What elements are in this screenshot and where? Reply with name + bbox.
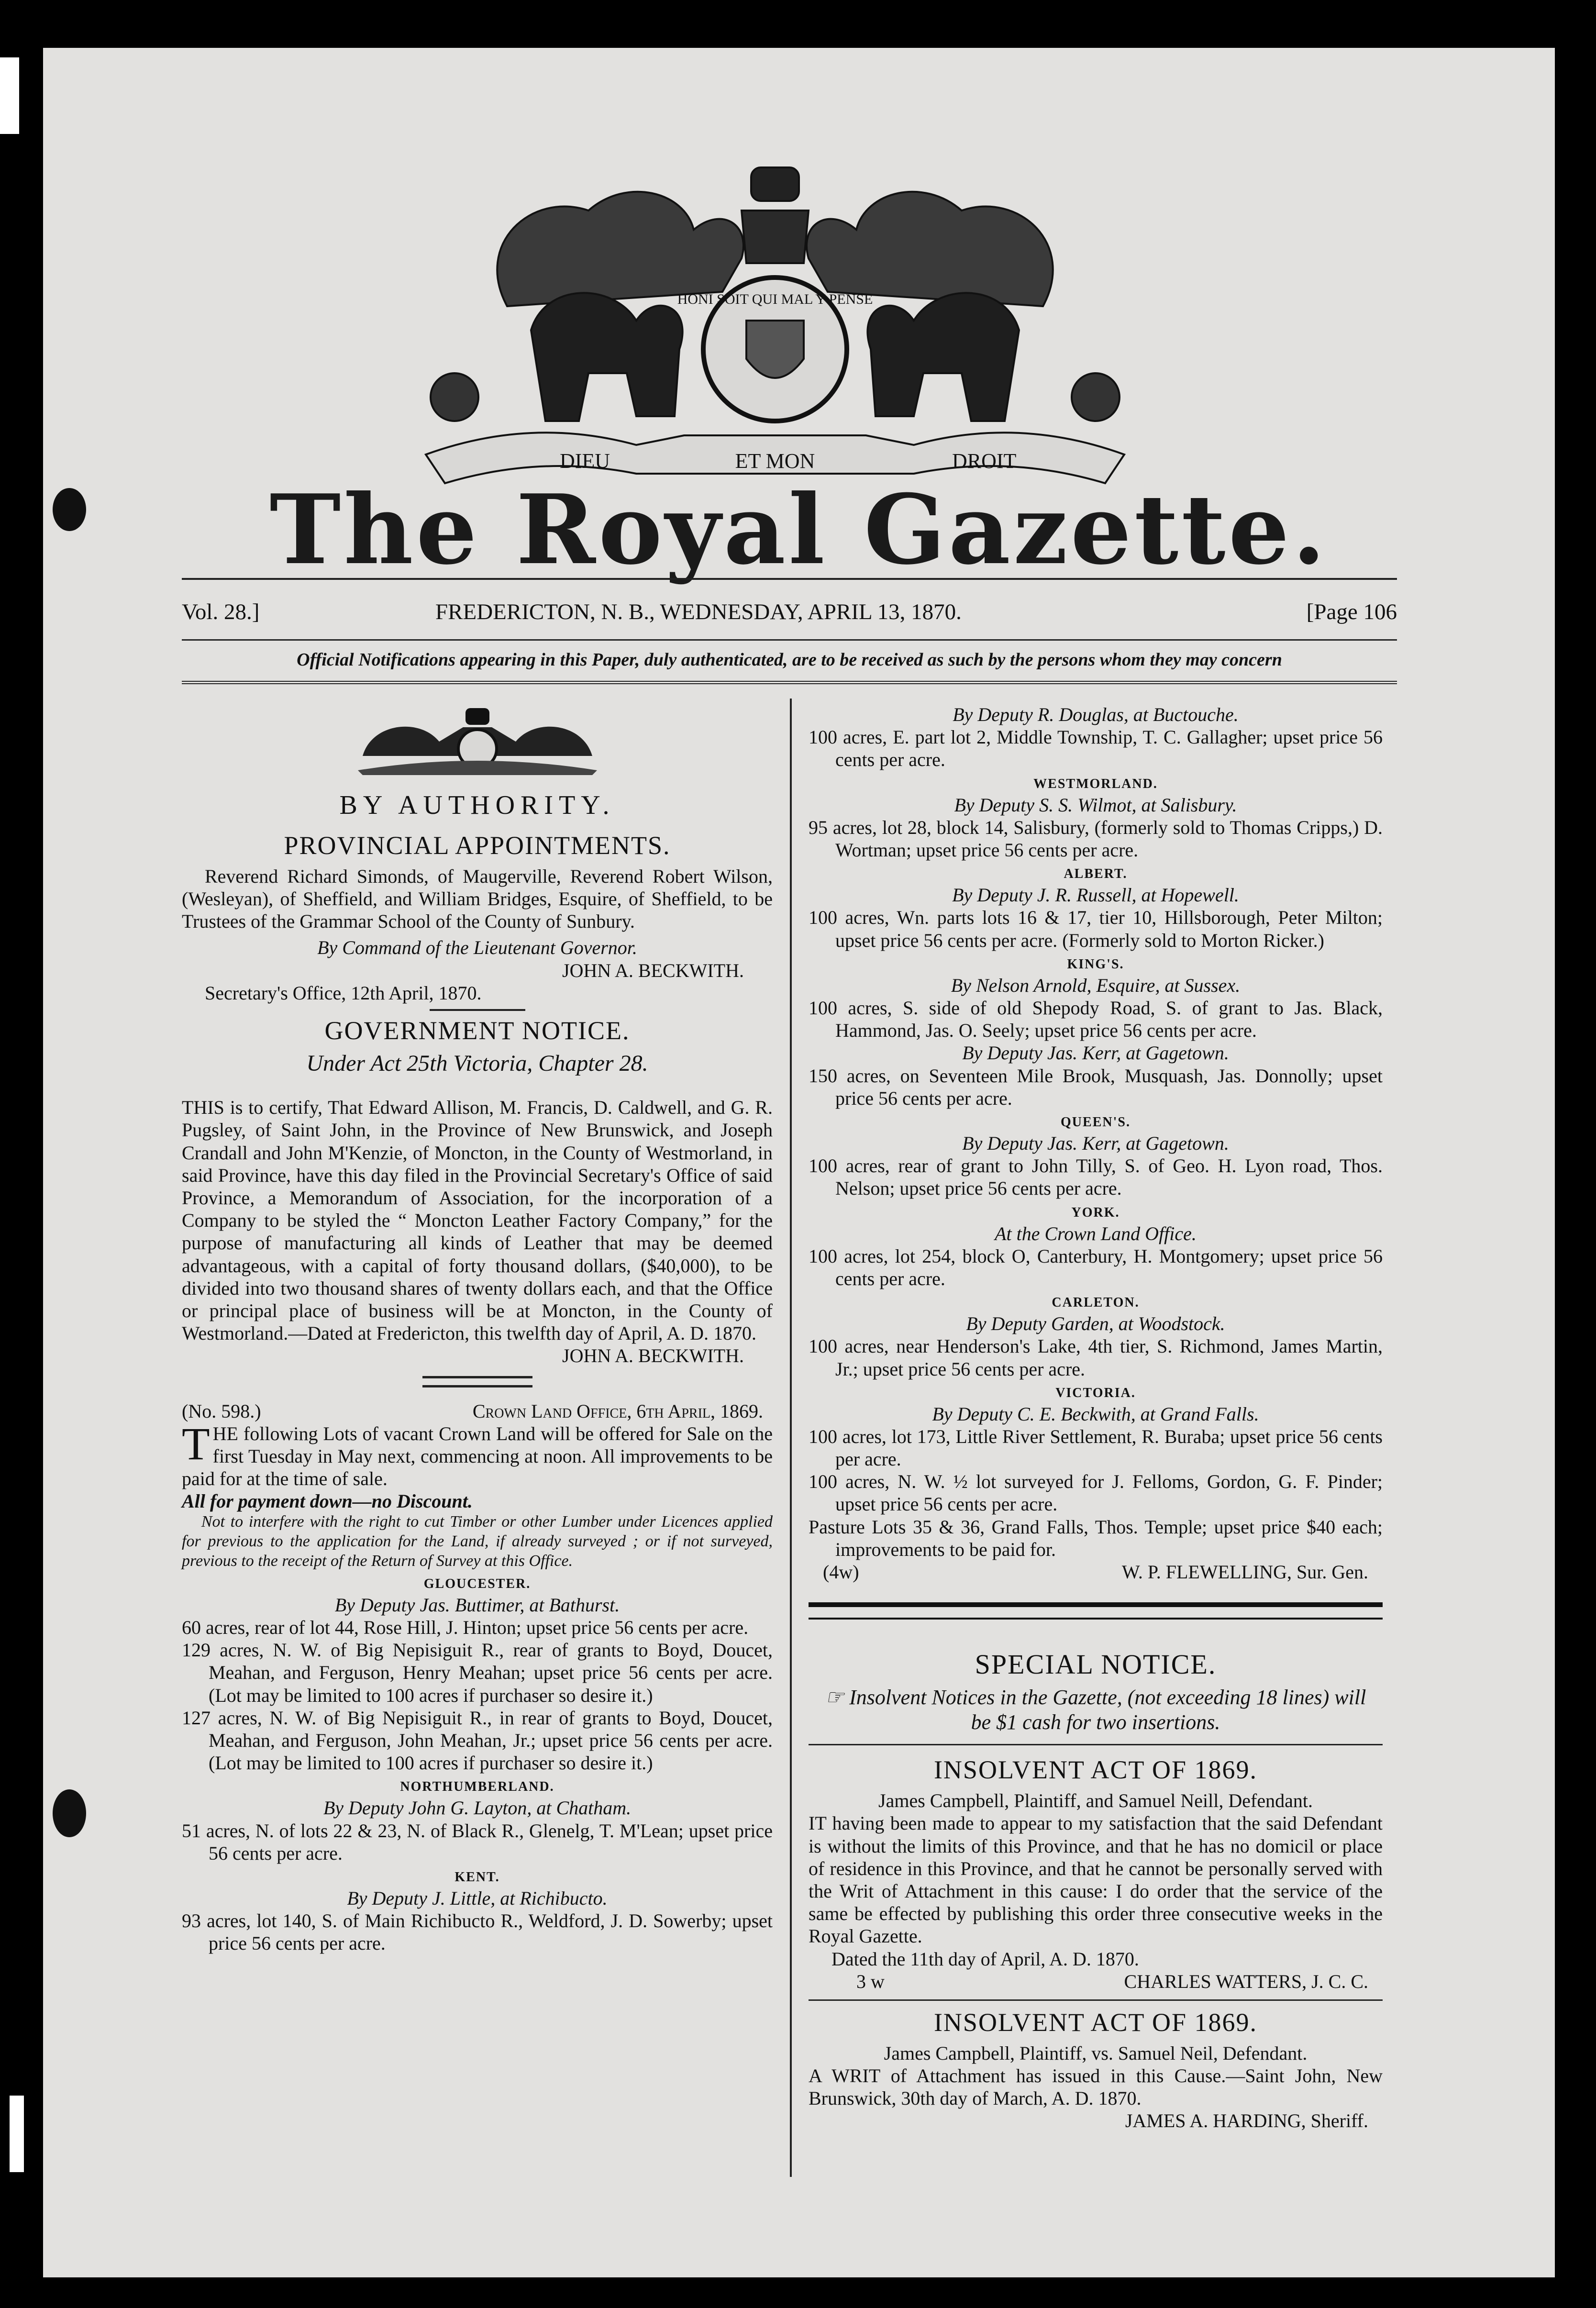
official-notice-banner: Official Notifications appearing in this Paper, duly authenticated, are to be received as such by the persons whom they may concern (182, 639, 1397, 684)
column-divider (790, 699, 792, 2177)
lot-entry: 127 acres, N. W. of Big Nepisiguit R., in rear of grants to Boyd, Doucet, Meahan, and Ferguson, John Meahan, Jr.; upset price 56 cents per acre. (Lot may be limited to 100 acres if purchaser so desire it.) (182, 1707, 773, 1774)
signer-watters: CHARLES WATTERS, J. C. C. (1124, 1970, 1368, 1992)
insolvent-order-text: IT having been made to appear to my satisfaction that the said Defendant is without the limits of this Province, and that he has no domicil or place of residence in this Province, and that he cannot be personally served with the Writ of Attachment in this cause: I do order that the service of the same be effected by publishing this order three consecutive weeks in the Royal Gazette. (809, 1812, 1383, 1947)
scan-edge-mark (0, 57, 19, 134)
special-notice-text: ☞ Insolvent Notices in the Gazette, (not exceeding 18 lines) will be $1 cash for two insertions. (825, 1685, 1366, 1734)
lot-entry: 100 acres, rear of grant to John Tilly, S. of Geo. H. Lyon road, Thos. Nelson; upset price 56 cents per acre. (809, 1155, 1383, 1199)
lot-entry: 100 acres, N. W. ½ lot surveyed for J. Felloms, Gordon, G. F. Pinder; upset price 56 cents per acre. (809, 1471, 1383, 1515)
deputy-buttimer: By Deputy Jas. Buttimer, at Bathurst. (334, 1594, 620, 1616)
motto-left: DIEU (560, 449, 610, 473)
deputy-little: By Deputy J. Little, at Richibucto. (347, 1887, 608, 1909)
secretary-office-date: Secretary's Office, 12th April, 1870. (205, 982, 482, 1004)
government-notice-subheading: Under Act 25th Victoria, Chapter 28. (306, 1050, 648, 1076)
lot-entry: 100 acres, lot 254, block O, Canterbury, H. Montgomery; upset price 56 cents per acre. (809, 1245, 1383, 1289)
lot-entry: 100 acres, near Henderson's Lake, 4th tier, S. Richmond, James Martin, Jr.; upset price 56 cents per acre. (809, 1335, 1383, 1380)
county-kings: KING'S. (1067, 956, 1124, 972)
deputy-arnold: By Nelson Arnold, Esquire, at Sussex. (951, 974, 1241, 996)
lot-entry: 93 acres, lot 140, S. of Main Richibucto R., Weldford, J. D. Sowerby; upset price 56 cents per acre. (182, 1910, 773, 1954)
county-victoria: VICTORIA. (1055, 1385, 1136, 1400)
lot-entry: 129 acres, N. W. of Big Nepisiguit R., rear of grants to Boyd, Doucet, Meahan, and Ferguson, Henry Meahan; upset price 56 cents per acre. (Lot may be limited to 100 acres if purchaser so desire it.) (182, 1639, 773, 1706)
government-notice-text: THIS is to certify, That Edward Allison, M. Francis, D. Caldwell, and G. R. Pugsley, of Saint John, in the Province of New Brunswick, and Joseph Crandall and John M'Kenzie, of Moncton, in the County of Westmorland, in said Province, have this day filed in the Provincial Secretary's Office of said Province, a Memorandum of Association, for the incorporation of a Company to be styled the “ Moncton Leather Factory Company,” for the purpose of manufacturing all kinds of Leather that may be deemed advantageous, with a capital of forty thousand dollars, ($40,000), to be divided into two thousand shares of twenty dollars each, and that the Office or principal place of business will be at Moncton, in the County of Westmorland.—Dated at Fredericton, this twelfth day of April, A. D. 1870. (182, 1097, 773, 1344)
insolvent-act-heading: INSOLVENT ACT OF 1869. (933, 1755, 1258, 1785)
signer-flewelling: W. P. FLEWELLING, Sur. Gen. (1121, 1561, 1368, 1583)
government-notice-heading: GOVERNMENT NOTICE. (324, 1016, 630, 1045)
dateline: FREDERICTON, N. B., WEDNESDAY, APRIL 13, 1870. (435, 599, 962, 624)
divider (809, 1744, 1383, 1745)
signer-harding: JAMES A. HARDING, Sheriff. (1125, 2110, 1368, 2132)
lot-entry: Pasture Lots 35 & 36, Grand Falls, Thos. Temple; upset price $40 each; improvements to be paid for. (809, 1516, 1383, 1560)
insertion-count: (4w) (823, 1561, 859, 1583)
small-coat-of-arms (344, 703, 611, 775)
case-parties: James Campbell, Plaintiff, and Samuel Neill, Defendant. (878, 1790, 1313, 1812)
lot-entry: 100 acres, S. side of old Shepody Road, S. of grant to Jas. Black, Hammond, Jas. O. Seely; upset price 56 cents per acre. (809, 997, 1383, 1042)
divider (809, 1999, 1383, 2001)
lot-entry: 51 acres, N. of lots 22 & 23, N. of Black R., Glenelg, T. M'Lean; upset price 56 cents per acre. (182, 1820, 773, 1864)
deputy-layton: By Deputy John G. Layton, at Chatham. (323, 1797, 632, 1819)
county-gloucester: GLOUCESTER. (423, 1576, 531, 1591)
crown-land-office-date: Crown Land Office, 6th April, 1869. (472, 1400, 763, 1422)
lot-entry: 95 acres, lot 28, block 14, Salisbury, (formerly sold to Thomas Cripps,) D. Wortman; upset price 56 cents per acre. (809, 816, 1383, 861)
deputy-kerr-2: By Deputy Jas. Kerr, at Gagetown. (962, 1132, 1229, 1154)
signer-beckwith: JOHN A. BECKWITH. (562, 959, 744, 981)
insolvent-act-heading-2: INSOLVENT ACT OF 1869. (933, 2008, 1258, 2037)
deputy-russell: By Deputy J. R. Russell, at Hopewell. (952, 884, 1239, 906)
drop-cap: T (182, 1418, 210, 1469)
county-kent: KENT. (454, 1869, 500, 1885)
ink-blot (53, 1789, 86, 1837)
lot-entry: 100 acres, lot 173, Little River Settlement, R. Buraba; upset price 56 cents per acre. (809, 1425, 1383, 1470)
insertion-count: 3 w (856, 1970, 885, 1992)
payment-terms: All for payment down—no Discount. (182, 1490, 473, 1512)
lot-entry: 60 acres, rear of lot 44, Rose Hill, J. Hinton; upset price 56 cents per acre. (182, 1617, 749, 1639)
county-northumberland: NORTHUMBERLAND. (400, 1779, 554, 1795)
pointing-hand-icon: ☞ (825, 1685, 850, 1709)
crown-land-sale-text: HE following Lots of vacant Crown Land will be offered for Sale on the first Tuesday in May next, commencing at noon. All improvements to be paid for at the time of sale. (182, 1422, 773, 1490)
provincial-appointments-heading: PROVINCIAL APPOINTMENTS. (284, 831, 671, 860)
volume-label: Vol. 28.] (182, 599, 260, 624)
scan-edge-mark (10, 2096, 24, 2172)
deputy-beckwith: By Deputy C. E. Beckwith, at Grand Falls. (932, 1403, 1259, 1425)
newspaper-title: The Royal Gazette. (269, 474, 1329, 586)
royal-coat-of-arms (388, 148, 1163, 498)
newspaper-page (43, 48, 1555, 2277)
signer-beckwith-2: JOHN A. BECKWITH. (562, 1345, 744, 1367)
section-rule (809, 1602, 1383, 1620)
case-parties-2: James Campbell, Plaintiff, vs. Samuel Neil, Defendant. (884, 2042, 1308, 2064)
special-notice-heading: SPECIAL NOTICE. (975, 1649, 1217, 1680)
county-albert: ALBERT. (1064, 866, 1128, 882)
by-command: By Command of the Lieutenant Governor. (317, 937, 637, 959)
deputy-wilmot: By Deputy S. S. Wilmot, at Salisbury. (954, 794, 1237, 816)
deputy-douglas: By Deputy R. Douglas, at Buctouche. (953, 704, 1239, 725)
provincial-appointments-text: Reverend Richard Simonds, of Maugerville, Reverend Robert Wilson, (Wesleyan), of Sheffield, and William Bridges, Esquire, of Sheffield, to be Trustees of the Grammar School of the County of Sunbury. (182, 865, 773, 932)
by-authority-heading: BY AUTHORITY. (339, 790, 615, 820)
motto-center: ET MON (735, 449, 815, 473)
page-number: [Page 106 (1306, 599, 1397, 624)
writ-of-attachment-text: A WRIT of Attachment has issued in this Cause.—Saint John, New Brunswick, 30th day of March, A. D. 1870. (809, 2064, 1383, 2109)
ink-blot (53, 488, 86, 531)
county-carleton: CARLETON. (1052, 1295, 1140, 1310)
county-queens: QUEEN'S. (1061, 1114, 1130, 1130)
lot-entry: 100 acres, Wn. parts lots 16 & 17, tier 10, Hillsborough, Peter Milton; upset price 56 cents per acre. (Formerly sold to Morton Ricker.) (809, 907, 1383, 951)
issue-info-bar (182, 578, 1397, 628)
right-column (809, 703, 1383, 2132)
divider (430, 1009, 525, 1011)
left-column (182, 703, 773, 1955)
order-date: Dated the 11th day of April, A. D. 1870. (831, 1948, 1139, 1970)
notice-number: (No. 598.) (182, 1400, 261, 1422)
garter-motto: HONI SOIT QUI MAL Y PENSE (677, 291, 873, 307)
deputy-kerr: By Deputy Jas. Kerr, at Gagetown. (962, 1042, 1229, 1064)
county-york: YORK. (1071, 1205, 1120, 1220)
crown-land-office: At the Crown Land Office. (995, 1222, 1197, 1244)
county-westmorland: WESTMORLAND. (1033, 776, 1158, 791)
motto-right: DROIT (952, 449, 1017, 473)
lot-entry: 100 acres, E. part lot 2, Middle Township, T. C. Gallagher; upset price 56 cents per acre. (809, 726, 1383, 771)
deputy-garden: By Deputy Garden, at Woodstock. (966, 1313, 1225, 1335)
timber-rights-note: Not to interfere with the right to cut Timber or other Lumber under Licences applied for previous to the application for the Land, if already surveyed ; or if not surveyed, previous to the receipt of the Return of Survey at this Office. (182, 1513, 773, 1570)
section-divider (422, 1376, 532, 1387)
lot-entry: 150 acres, on Seventeen Mile Brook, Musquash, Jas. Donnolly; upset price 56 cents per acre. (809, 1065, 1383, 1109)
